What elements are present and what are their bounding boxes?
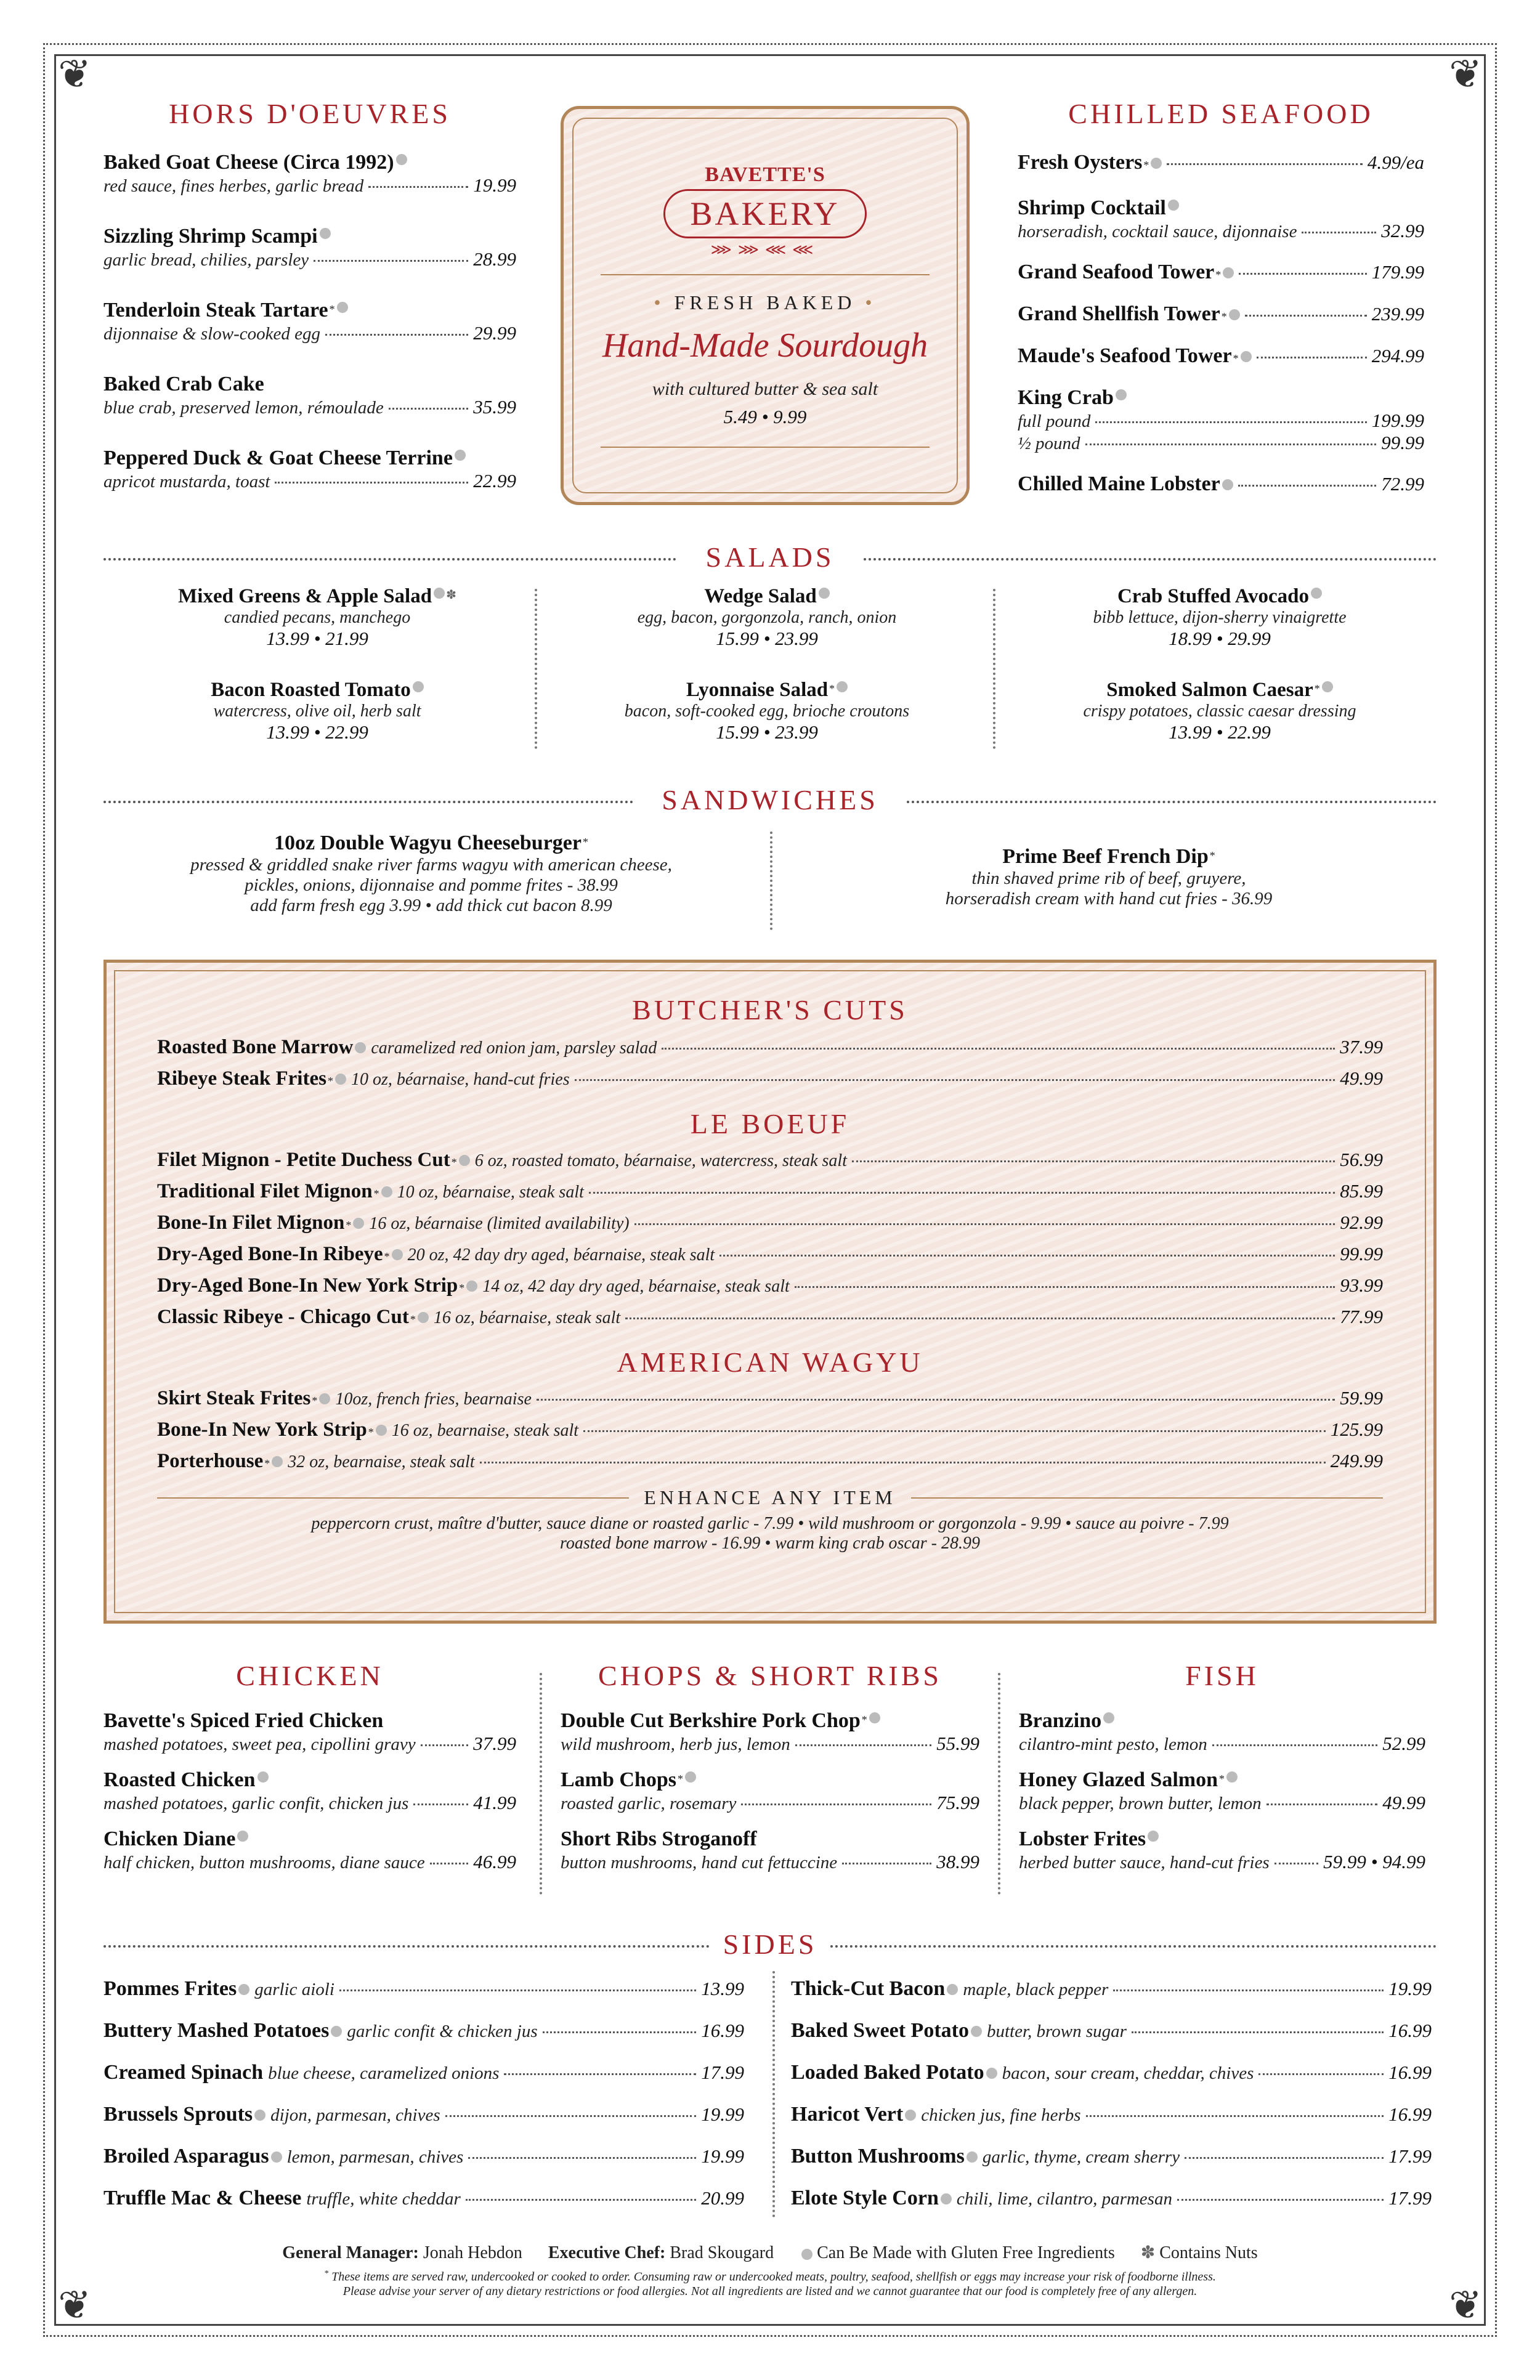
nut-icon: ✽ [446,588,456,602]
gluten-free-icon [1311,588,1322,599]
menu-item: Maude's Seafood Tower * 294.99 [1018,344,1424,367]
gluten-free-icon [837,681,848,692]
section-title: SIDES [723,1929,817,1960]
bakery-logo [564,163,967,259]
gluten-free-icon [869,1712,880,1723]
enhance-header: ENHANCE ANY ITEM [157,1486,1383,1509]
item-price: 28.99 [473,248,516,270]
bakery-desc: with cultured butter & sea salt [652,379,878,399]
footer-disclaimer: * These items are served raw, undercooked or cooked to order. Consuming raw or undercooked meats, poultry, seafood, shellfish or eggs may increase your risk of foodborne illness. Please advise your server of any dietary restrictions or food allergies. Not all ingredients are listed and we cannot guarantee that our food is completely free of any allergen. [324,2269,1216,2298]
item-name: Baked Goat Cheese (Circa 1992) [103,151,394,174]
gluten-free-icon [1148,1831,1159,1842]
item-price: 35.99 [473,396,516,418]
fish-section [1019,1659,1425,1873]
gluten-free-icon [355,1042,366,1053]
gluten-free-icon [396,154,407,165]
sides-left [103,1977,744,2228]
gluten-free-icon [1222,479,1233,490]
menu-item: Button Mushrooms garlic, thyme, cream sherry 17.99 [791,2145,1432,2168]
bakery-tagline: • FRESH BAKED • [654,291,877,314]
menu-item: Broiled Asparagus lemon, parmesan, chives 19.99 [103,2145,744,2168]
gluten-free-icon [685,1771,696,1783]
menu-item [103,151,516,196]
gluten-free-icon [905,2110,916,2121]
item-price: 19.99 [473,174,516,196]
gluten-free-icon [335,1074,346,1085]
section-title: BUTCHER'S CUTS [632,994,908,1026]
section-title: CHOPS & SHORT RIBS [598,1660,942,1691]
menu-item: Porterhouse * 32 oz, bearnaise, steak salt 249.99 [157,1450,1383,1472]
raw-asterisk-icon: * [329,302,335,315]
menu-item: Fresh Oysters * 4.99/ea [1018,151,1424,174]
menu-item: Double Cut Berkshire Pork Chop * wild mushroom, herb jus, lemon 55.99 [561,1709,979,1754]
menu-item: Grand Shellfish Tower * 239.99 [1018,302,1424,325]
gluten-free-icon [331,2026,342,2037]
gluten-free-icon [353,1218,364,1229]
menu-item: Bone-In New York Strip * 16 oz, bearnaise, steak salt 125.99 [157,1419,1383,1441]
gluten-free-icon [1151,158,1162,169]
logo-main: BAKERY [663,189,866,238]
sides-right [791,1977,1432,2228]
menu-item: Roasted Chicken mashed potatoes, garlic confit, chicken jus 41.99 [103,1768,516,1813]
enhance-line: roasted bone marrow - 16.99 • warm king crab oscar - 28.99 [559,1534,981,1553]
gluten-free-icon [459,1155,470,1166]
menu-item [103,373,516,418]
item-name: Baked Crab Cake [103,373,264,395]
gluten-free-icon [1229,309,1240,320]
gluten-free-icon [801,2249,813,2260]
item-price: 29.99 [473,322,516,344]
gluten-free-icon [381,1186,392,1197]
salad-item: Wedge Salad egg, bacon, gorgonzola, ranch, onion 15.99 • 23.99 [637,585,897,649]
item-desc: garlic bread, chilies, parsley [103,250,309,270]
footer-credits: General Manager: Jonah Hebdon Executive Chef: Brad Skougard Can Be Made with Gluten Free Ingredients ✽ Contains Nuts [282,2243,1258,2262]
butcher-card [103,960,1437,1624]
burger-item: 10oz Double Wagyu Cheeseburger * pressed & griddled snake river farms wagyu with american cheese, pickles, onions, dijonnaise and pomme frites - 38.99 add farm fresh egg 3.99 • add thick cut bacon 8.99 [190,832,672,915]
salad-item: Crab Stuffed Avocado bibb lettuce, dijon-sherry vinaigrette 18.99 • 29.99 [1093,585,1347,649]
french-dip-item: Prime Beef French Dip * thin shaved prime rib of beef, gruyere, horseradish cream with hand cut fries - 36.99 [945,845,1273,909]
gluten-free-icon [238,1984,249,1995]
gluten-free-icon [947,1984,958,1995]
menu-item: Elote Style Corn chili, lime, cilantro, parmesan 17.99 [791,2187,1432,2209]
salad-item: Smoked Salmon Caesar * crispy potatoes, classic caesar dressing 13.99 • 22.99 [1083,679,1356,743]
chicken-section [103,1659,516,1873]
menu-item: Bone-In Filet Mignon * 16 oz, béarnaise (limited availability) 92.99 [157,1212,1383,1234]
menu-item: Lamb Chops * roasted garlic, rosemary 75.99 [561,1768,979,1813]
menu-item: Branzino cilantro-mint pesto, lemon 52.99 [1019,1709,1425,1754]
menu-item: Loaded Baked Potato bacon, sour cream, cheddar, chives 16.99 [791,2061,1432,2084]
menu-item: Chicken Diane half chicken, button mushrooms, diane sauce 46.99 [103,1827,516,1872]
gluten-free-icon [392,1249,403,1260]
menu-item: Roasted Bone Marrow caramelized red onion jam, parsley salad 37.99 [157,1036,1383,1058]
gluten-free-icon [272,1456,283,1467]
menu-item: Pommes Frites garlic aioli 13.99 [103,1977,744,2000]
section-title: LE BOEUF [690,1108,850,1139]
gluten-free-icon [819,588,830,599]
menu-item: Skirt Steak Frites * 10oz, french fries, bearnaise 59.99 [157,1387,1383,1409]
gluten-free-icon [1223,267,1234,278]
item-desc: dijonnaise & slow-cooked egg [103,324,320,344]
wheat-icon: ⋙⋙⋘⋘ [710,242,820,258]
menu-item: Creamed Spinach blue cheese, caramelized onions 17.99 [103,2061,744,2084]
butcher-content [157,994,1383,1553]
menu-item: Dry-Aged Bone-In Ribeye * 20 oz, 42 day dry aged, béarnaise, steak salt 99.99 [157,1243,1383,1265]
menu-item: Short Ribs Stroganoff button mushrooms, hand cut fettuccine 38.99 [561,1827,979,1872]
menu-item: Classic Ribeye - Chicago Cut * 16 oz, béarnaise, steak salt 77.99 [157,1306,1383,1328]
gluten-free-icon [967,2151,978,2163]
gluten-free-icon [986,2068,997,2079]
gluten-free-icon [257,1771,269,1783]
gluten-free-icon [320,228,331,239]
corner-ornament-icon: ❦ [58,52,91,96]
section-title: FISH [1185,1660,1259,1691]
gluten-free-icon [466,1281,477,1292]
section-title: HORS D'OEUVRES [169,98,451,129]
menu-item: Ribeye Steak Frites * 10 oz, béarnaise, hand-cut fries 49.99 [157,1067,1383,1090]
chops-section [561,1659,979,1873]
gluten-free-icon [337,302,348,313]
gluten-free-icon [971,2026,982,2037]
bakery-headline: Hand-Made Sourdough [602,326,928,365]
menu-item: King Crab full pound 199.99 ½ pound 99.99 [1018,386,1424,453]
corner-ornament-icon: ❦ [58,2283,91,2327]
gluten-free-icon [413,681,424,692]
item-name: Peppered Duck & Goat Cheese Terrine [103,447,453,469]
menu-item: Shrimp Cocktail horseradish, cocktail sauce, dijonnaise 32.99 [1018,196,1424,241]
gluten-free-icon [1322,681,1333,692]
item-name: Tenderloin Steak Tartare [103,299,328,322]
gluten-free-icon [418,1312,429,1323]
menu-item: Thick-Cut Bacon maple, black pepper 19.99 [791,1977,1432,2000]
menu-item: Filet Mignon - Petite Duchess Cut * 6 oz, roasted tomato, béarnaise, watercress, steak salt 56.99 [157,1149,1383,1171]
item-desc: red sauce, fines herbes, garlic bread [103,176,364,196]
gluten-free-icon [254,2110,265,2121]
item-desc: blue crab, preserved lemon, rémoulade [103,398,384,418]
item-desc: apricot mustarda, toast [103,472,270,492]
menu-item: Grand Seafood Tower * 179.99 [1018,261,1424,283]
corner-ornament-icon: ❦ [1449,2283,1482,2327]
logo-top: BAVETTE'S [705,163,825,186]
hors-section [103,97,516,520]
corner-ornament-icon: ❦ [1449,52,1482,96]
gluten-free-icon [237,1831,248,1842]
section-title: CHILLED SEAFOOD [1068,98,1374,129]
section-title: SALADS [705,541,835,573]
menu-item: Baked Sweet Potato butter, brown sugar 16.99 [791,2019,1432,2042]
menu-item [103,225,516,270]
bakery-prices: 5.49 • 9.99 [723,406,807,427]
gluten-free-icon [271,2151,282,2163]
gluten-free-icon [1116,389,1127,400]
section-title: CHICKEN [236,1660,384,1691]
menu-item: Lobster Frites herbed butter sauce, hand-cut fries 59.99 • 94.99 [1019,1827,1425,1872]
salad-item: Bacon Roasted Tomato watercress, olive oil, herb salt 13.99 • 22.99 [111,679,524,743]
gluten-free-icon [434,588,445,599]
menu-item: Buttery Mashed Potatoes garlic confit & chicken jus 16.99 [103,2019,744,2042]
gluten-free-icon [376,1425,387,1436]
salad-item: Lyonnaise Salad * bacon, soft-cooked egg, brioche croutons 15.99 • 23.99 [624,679,910,743]
menu-item: Bavette's Spiced Fried Chicken mashed potatoes, sweet pea, cipollini gravy 37.99 [103,1709,516,1754]
menu-item: Chilled Maine Lobster 72.99 [1018,472,1424,495]
section-title: AMERICAN WAGYU [617,1346,923,1378]
enhance-line: peppercorn crust, maître d'butter, sauce diane or roasted garlic - 7.99 • wild mushroom or gorgonzola - 9.99 • sauce au poivre - 7.99 [311,1514,1229,1533]
gluten-free-icon [1168,200,1179,211]
menu-item: Truffle Mac & Cheese truffle, white cheddar 20.99 [103,2187,744,2209]
nut-icon: ✽ [1140,2243,1156,2262]
gluten-free-icon [1241,351,1252,362]
item-price: 22.99 [473,470,516,492]
gluten-free-icon [455,450,466,461]
item-name: Sizzling Shrimp Scampi [103,225,318,248]
section-title: SANDWICHES [662,784,878,816]
menu-item [103,299,516,344]
gluten-free-icon [1103,1712,1114,1723]
seafood-section [1018,97,1424,496]
menu-item [103,447,516,492]
salad-item: Mixed Greens & Apple Salad ✽ candied pecans, manchego 13.99 • 21.99 [178,585,456,649]
bakery-card [561,106,970,505]
menu-item: Traditional Filet Mignon * 10 oz, béarnaise, steak salt 85.99 [157,1180,1383,1202]
menu-item: Haricot Vert chicken jus, fine herbs 16.99 [791,2103,1432,2126]
gluten-free-icon [319,1393,330,1404]
menu-item: Dry-Aged Bone-In New York Strip * 14 oz, 42 day dry aged, béarnaise, steak salt 93.99 [157,1274,1383,1297]
gluten-free-icon [1226,1771,1238,1783]
menu-item: Honey Glazed Salmon * black pepper, brown butter, lemon 49.99 [1019,1768,1425,1813]
menu-item: Brussels Sprouts dijon, parmesan, chives 19.99 [103,2103,744,2126]
gluten-free-icon [941,2193,952,2204]
